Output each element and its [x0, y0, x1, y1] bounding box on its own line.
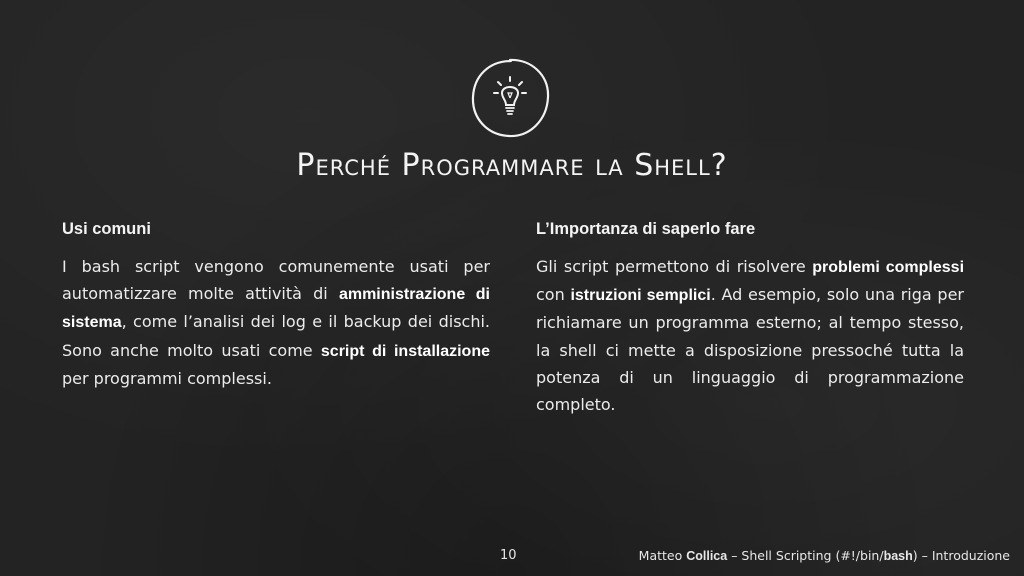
- right-column: [536, 220, 964, 418]
- footer-course: – Shell Scripting (#!/bin/: [727, 548, 884, 563]
- lightbulb-icon: [467, 55, 553, 141]
- right-text-2: con: [536, 285, 571, 305]
- left-text-3: per programmi complessi.: [62, 368, 272, 388]
- right-bold-2: istruzioni semplici: [570, 287, 711, 305]
- left-bold-1: amministrazione di sistema: [62, 286, 490, 332]
- footer-author-last: Collica: [686, 549, 728, 563]
- slide-title: Perché Programmare la Shell?: [296, 148, 728, 183]
- right-paragraph: [536, 253, 964, 418]
- left-paragraph: [62, 253, 490, 392]
- left-bold-2: script di installazione: [320, 342, 490, 360]
- footer-credits: [639, 548, 1010, 563]
- right-text-3: . Ad esempio, solo una riga per richiamare un programma esterno; al tempo stesso, la shell ci mette a disposizione pressoché tutta la potenza di un linguaggio di programmazione completo.: [536, 285, 965, 415]
- left-column: [62, 220, 490, 392]
- page-number: 10: [500, 548, 517, 563]
- right-text-1: Gli script permettono di risolvere: [536, 257, 813, 276]
- footer-author-first: Matteo: [638, 548, 687, 563]
- left-text-1: I bash script vengono comunemente usati per automatizzare molte attività di: [62, 257, 490, 304]
- right-heading: L’Importanza di saperlo fare: [536, 220, 756, 238]
- footer-bash: bash: [883, 549, 913, 563]
- left-text-2: , come l’analisi dei log e il backup dei dischi. Sono anche molto usati come: [62, 312, 490, 360]
- footer-section: ) – Introduzione: [912, 548, 1010, 563]
- left-heading: Usi comuni: [62, 220, 151, 238]
- right-bold-1: problemi complessi: [812, 259, 965, 276]
